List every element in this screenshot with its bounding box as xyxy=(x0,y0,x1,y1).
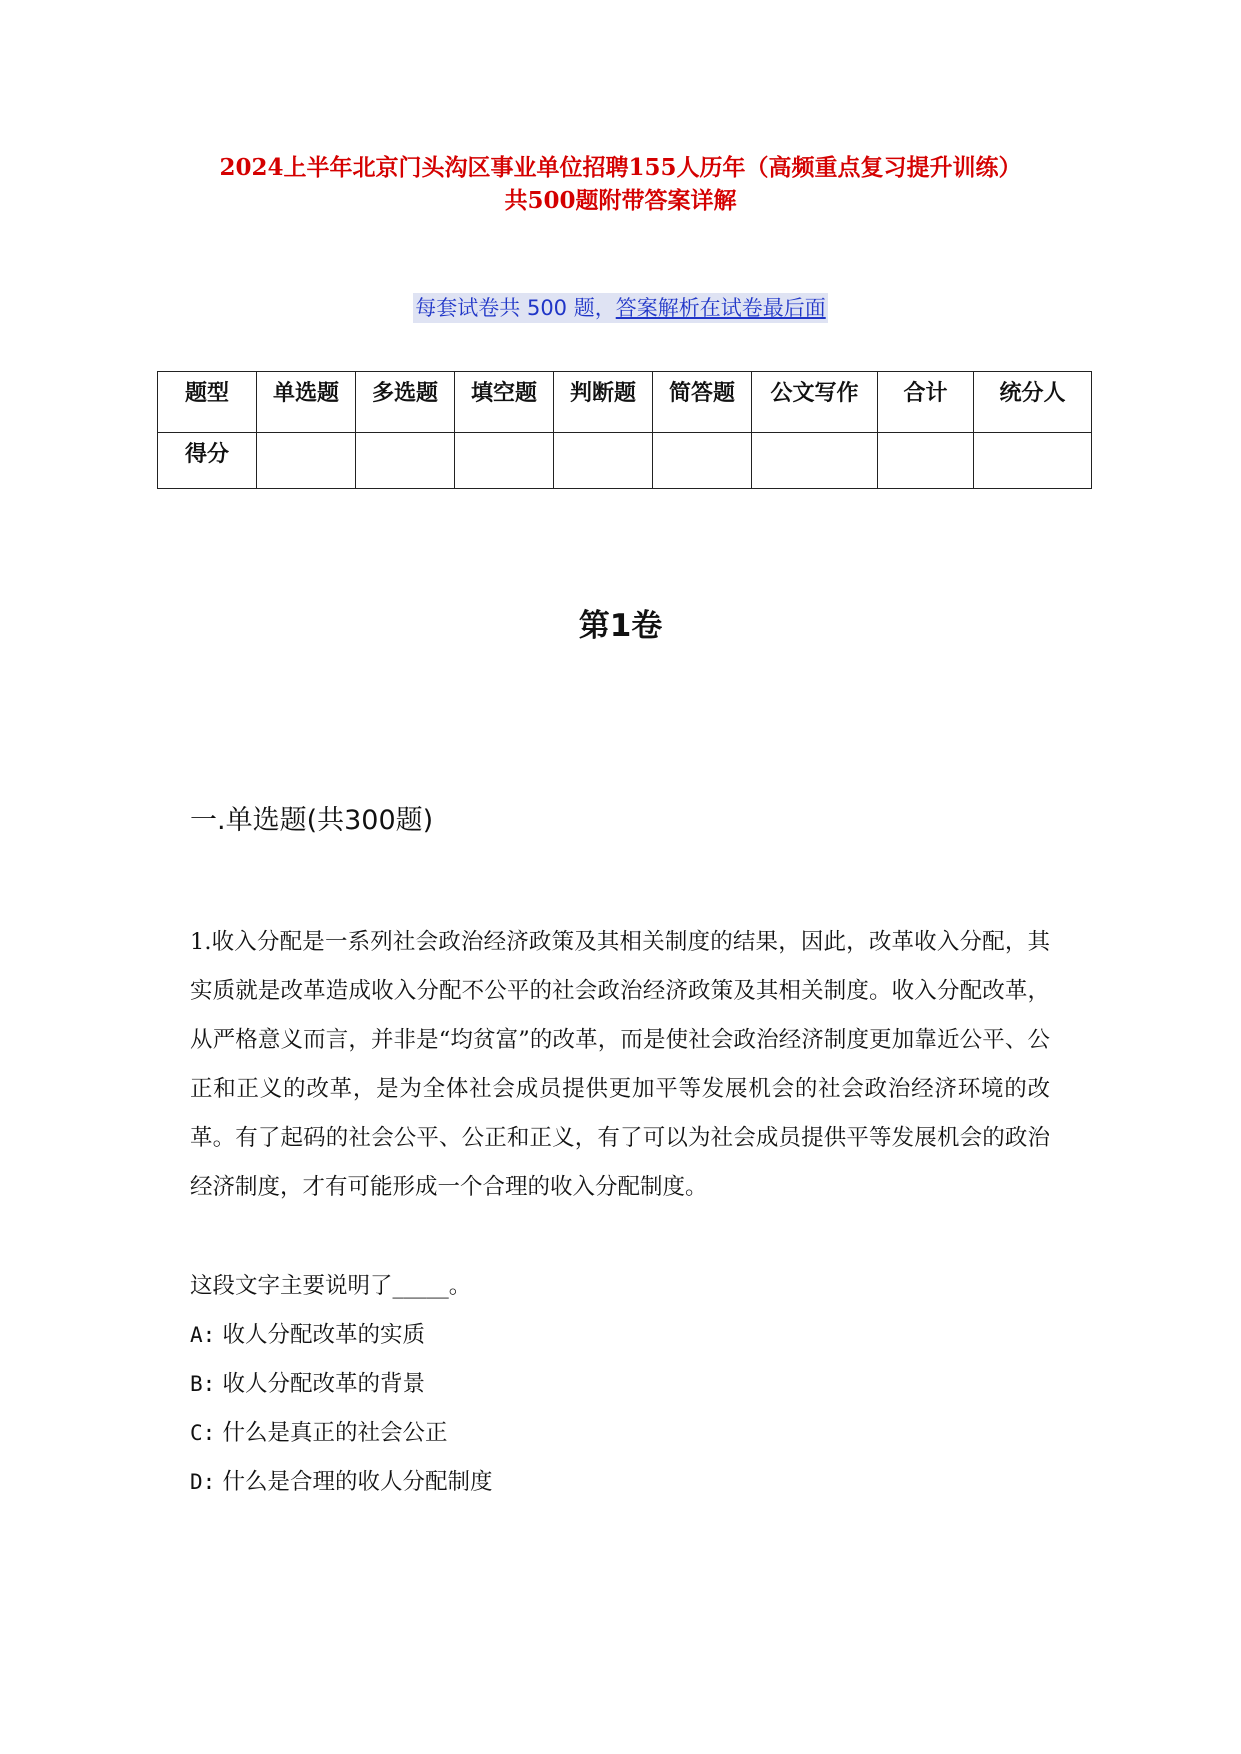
table-header-cell: 统分人 xyxy=(974,372,1092,433)
option-letter: C: xyxy=(190,1421,216,1445)
score-cell xyxy=(455,433,554,489)
question-prompt: 这段文字主要说明了_____。 xyxy=(190,1273,472,1299)
notice-banner xyxy=(0,293,1241,323)
option-c xyxy=(190,1409,447,1458)
score-table xyxy=(157,371,1092,489)
score-table-header-row xyxy=(158,372,1092,433)
score-cell xyxy=(257,433,356,489)
score-cell xyxy=(878,433,974,489)
score-cell xyxy=(356,433,455,489)
table-header-cell: 公文写作 xyxy=(752,372,878,433)
option-a xyxy=(190,1311,425,1360)
table-header-cell: 多选题 xyxy=(356,372,455,433)
option-text: 收人分配改革的实质 xyxy=(222,1322,425,1348)
table-header-cell: 合计 xyxy=(878,372,974,433)
option-text: 什么是合理的收人分配制度 xyxy=(222,1469,493,1495)
score-cell xyxy=(554,433,653,489)
score-table-score-row xyxy=(158,433,1092,489)
table-header-cell: 判断题 xyxy=(554,372,653,433)
option-letter: A: xyxy=(190,1323,216,1347)
table-header-cell: 填空题 xyxy=(455,372,554,433)
score-cell xyxy=(974,433,1092,489)
score-row-label: 得分 xyxy=(158,433,257,489)
notice-part-1: 每套试卷共 500 题， xyxy=(415,296,616,320)
option-letter: D: xyxy=(190,1470,216,1494)
option-letter: B: xyxy=(190,1372,216,1396)
title-line-2: 共500题附带答案详解 xyxy=(504,187,737,214)
section-title: 一.单选题(共300题) xyxy=(190,805,434,836)
notice-part-2: 答案解析在试卷最后面 xyxy=(615,296,826,320)
title-line-1: 2024上半年北京门头沟区事业单位招聘155人历年（高频重点复习提升训练） xyxy=(219,154,1022,181)
score-cell xyxy=(653,433,752,489)
option-b xyxy=(190,1360,425,1409)
table-header-cell: 简答题 xyxy=(653,372,752,433)
score-cell xyxy=(752,433,878,489)
option-text: 什么是真正的社会公正 xyxy=(222,1420,448,1446)
option-d xyxy=(190,1458,492,1507)
volume-title: 第1卷 xyxy=(578,608,663,644)
table-header-cell: 单选题 xyxy=(257,372,356,433)
question-text: 1.收入分配是一系列社会政治经济政策及其相关制度的结果，因此，改革收入分配，其实质就是改革造成收入分配不公平的社会政治经济政策及其相关制度。收入分配改革，从严格意义而言，并非是“均贫富”的改革，而是使社会政治经济制度更加靠近公平、公正和正义的改革，是为全体社会成员提供更加平等发展机会的社会政治经济环境的改革。有了起码的社会公平、公正和正义，有了可以为社会成员提供平等发展机会的政治经济制度，才有可能形成一个合理的收入分配制度。 xyxy=(190,929,1050,1200)
table-header-cell: 题型 xyxy=(158,372,257,433)
option-text: 收人分配改革的背景 xyxy=(222,1371,425,1397)
notice-text xyxy=(413,293,827,323)
